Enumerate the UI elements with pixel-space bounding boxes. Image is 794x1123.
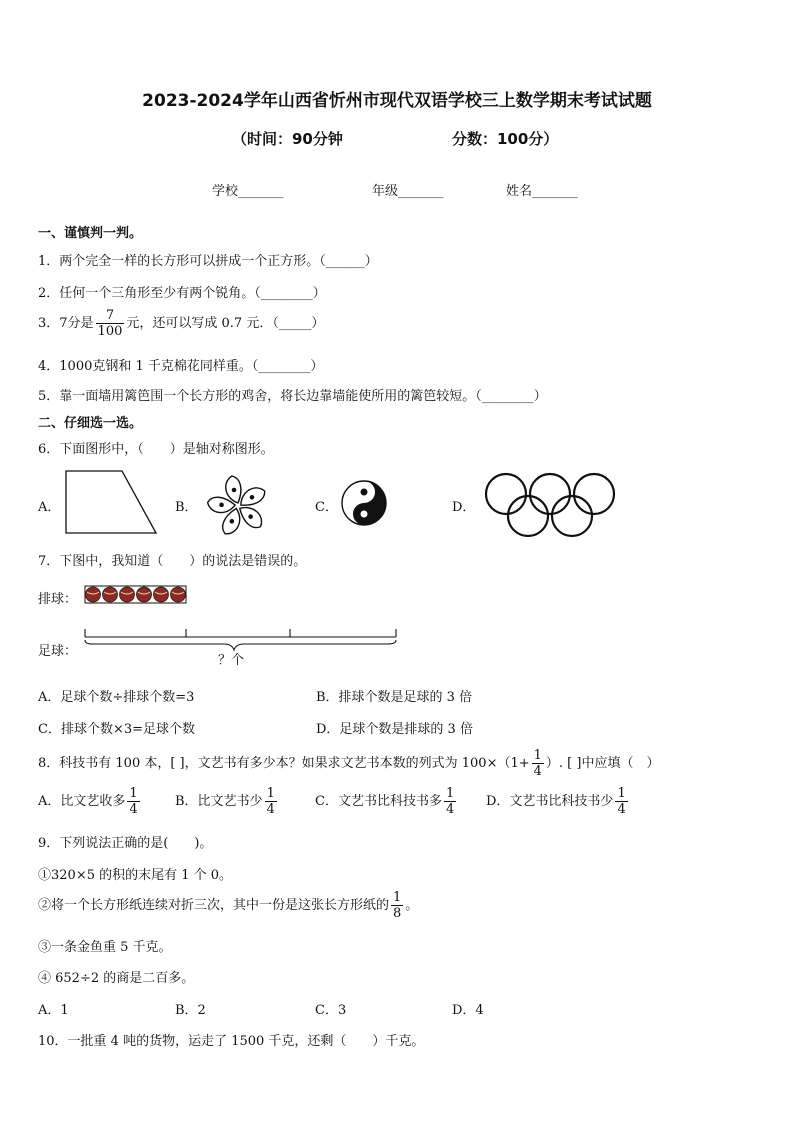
q8-option-d[interactable]: D．文艺书比科技书少 $\frac{1}{4}$ [486,786,626,817]
fraction-1-4: $\frac{1}{4}$ [533,748,542,779]
question-1: 1．两个完全一样的长方形可以拼成一个正方形。（______） [38,254,378,269]
fraction-1-4: $\frac{1}{4}$ [617,786,626,817]
volleyball-icon [103,587,118,602]
q6-option-a[interactable]: A． [38,500,61,515]
yin-yang-icon [340,479,388,527]
fraction-1-8: $\frac{1}{8}$ [393,890,402,921]
name-field[interactable]: 姓名_______ [506,184,578,199]
q9-statement-1: ①320×5 的积的末尾有 1 个 0。 [38,868,233,883]
q6-option-c[interactable]: C． [315,500,338,515]
page-title: 2023-2024学年山西省忻州市现代双语学校三上数学期末考试试题 [142,91,652,111]
question-3 [38,308,324,339]
q7-option-c[interactable]: C．排球个数×3=足球个数 [38,722,196,737]
question-7: 7．下图中，我知道（ ）的说法是错误的。 [38,554,307,569]
fraction-1-4: $\frac{1}{4}$ [266,786,275,817]
q8-option-b[interactable]: B．比文艺书少 $\frac{1}{4}$ [175,786,275,817]
fraction-1-4: $\frac{1}{4}$ [445,786,455,817]
volleyball-icon [86,587,101,602]
q9-option-d[interactable]: D．4 [452,1003,484,1018]
q8-option-a[interactable]: A．比文艺收多 $\frac{1}{4}$ [38,786,138,817]
trapezoid-figure [64,469,159,535]
exam-time: （时间：90分钟 [232,130,343,148]
volleyball-icon [171,587,186,602]
question-3-post: 元，还可以写成 0.7 元．（_____） [126,316,325,331]
brace-label: ？个 [218,653,245,668]
question-6: 6．下面图形中，（ ）是轴对称图形。 [38,442,274,457]
volleyball-row [84,585,188,605]
question-4: 4．1000克钢和 1 千克棉花同样重。（________） [38,359,324,374]
volleyball-icon [137,587,152,602]
exam-score: 分数：100分） [452,130,559,148]
section-choose: 二、仔细选一选。 [38,416,143,431]
q6-option-b[interactable]: B． [175,500,198,515]
question-2: 2．任何一个三角形至少有两个锐角。（________） [38,286,326,301]
q7-option-b[interactable]: B．排球个数是足球的 3 倍 [316,690,473,705]
question-9: 9．下列说法正确的是( )。 [38,836,213,851]
q9-statement-2: ②将一个长方形纸连续对折三次，其中一份是这张长方形纸的 $\frac{1}{8}$ 。 [38,890,419,921]
volleyball-icon [154,587,169,602]
section-judge: 一、谨慎判一判。 [38,226,143,241]
bauhinia-flower-icon [204,474,272,538]
football-label: 足球： [38,644,78,659]
q9-option-a[interactable]: A．1 [38,1003,69,1018]
question-3-pre: 3．7分是 [38,316,94,331]
question-10: 10．一批重 4 吨的货物，运走了 1500 千克，还剩（ ）千克。 [38,1034,425,1049]
fraction-7-100: $\frac{7}{100}$ [97,308,123,339]
grade-field[interactable]: 年级_______ [372,184,444,199]
q6-option-d[interactable]: D． [452,500,476,515]
q9-statement-3: ③一条金鱼重 5 千克。 [38,940,172,955]
question-8: 8．科技书有 100 本，[ ]，文艺书有多少本？如果求文艺书本数的列式为 100×（1+ $\frac{1}{4}$ ）. [ ]中应填（ ） [38,748,660,779]
fraction-1-4: $\frac{1}{4}$ [129,786,138,817]
olympic-rings-icon [484,470,616,542]
q8-option-c[interactable]: C．文艺书比科技书多 $\frac{1}{4}$ [315,786,455,817]
volleyball-label: 排球： [38,592,78,607]
school-field[interactable]: 学校_______ [212,184,284,199]
question-5: 5．靠一面墙用篱笆围一个长方形的鸡舍，将长边靠墙能使所用的篱笆较短。（________） [38,389,547,404]
volleyball-icon [120,587,135,602]
q9-option-b[interactable]: B．2 [175,1003,206,1018]
q9-statement-4: ④ 652÷2 的商是二百多。 [38,971,195,986]
q9-option-c[interactable]: C．3 [315,1003,347,1018]
q7-option-d[interactable]: D．足球个数是排球的 3 倍 [316,722,473,737]
q7-option-a[interactable]: A．足球个数÷排球个数=3 [38,690,195,705]
